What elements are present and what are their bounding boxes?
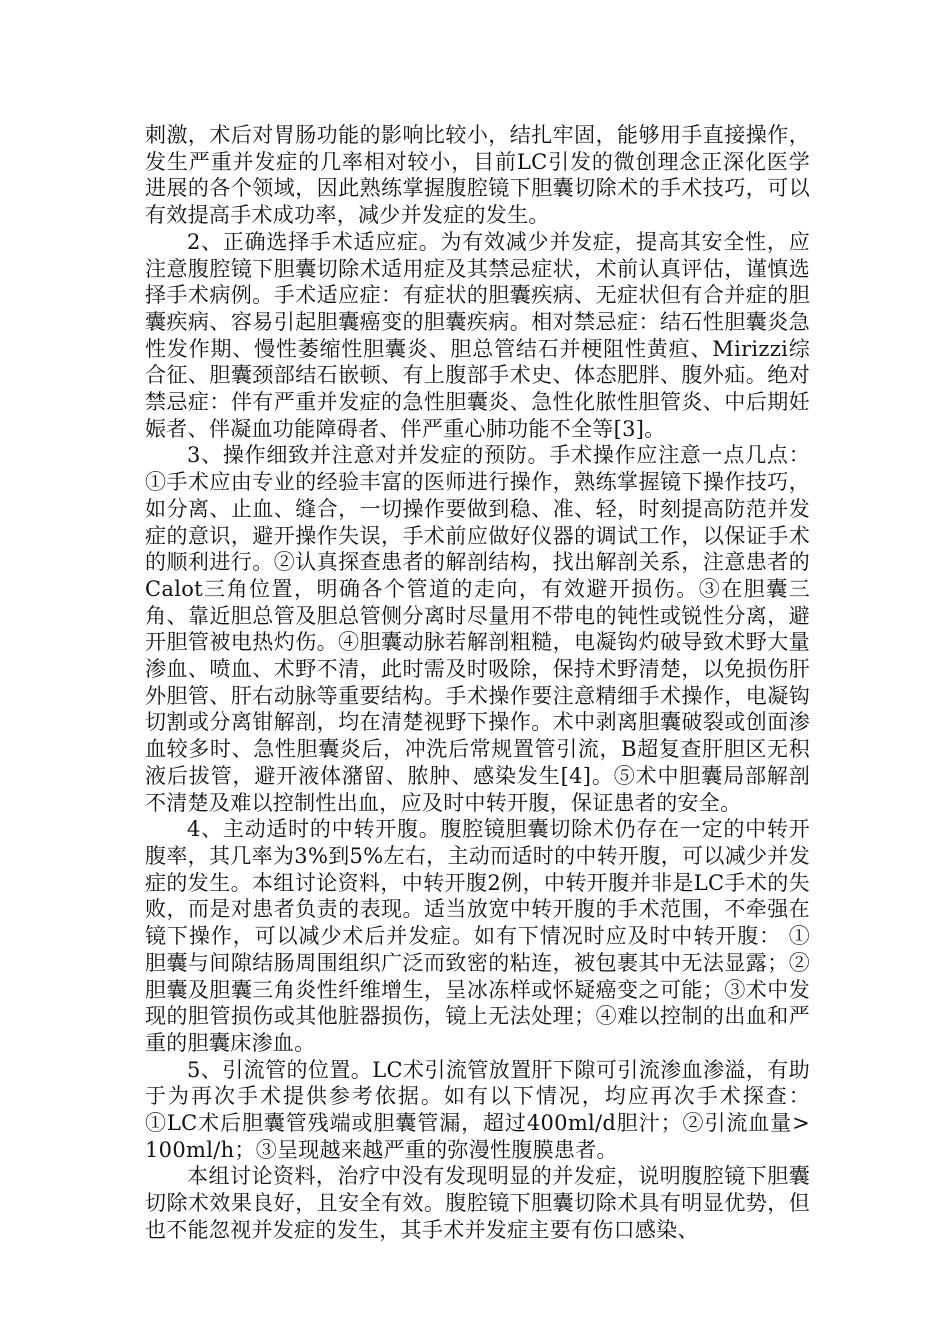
paragraph-conclusion: 本组讨论资料，治疗中没有发现明显的并发症，说明腹腔镜下胆囊切除术效果良好，且安全有效。腹腔镜下胆囊切除术具有明显优势，但也不能忽视并发症的发生，其手术并发症主要有伤口感染、	[145, 1164, 810, 1242]
paragraph-indication-selection: 2、正确选择手术适应症。为有效减少并发症，提高其安全性，应注意腹腔镜下胆囊切除术适用症及其禁忌症状，术前认真评估，谨慎选择手术病例。手术适应症：有症状的胆囊疾病、无症状但有合并症的胆囊疾病、容易引起胆囊癌变的胆囊疾病。相对禁忌症：结石性胆囊炎急性发作期、慢性萎缩性胆囊炎、胆总管结石并梗阻性黄疸、Mirizzi综合征、胆囊颈部结石嵌顿、有上腹部手术史、体态肥胖、腹外疝。绝对禁忌症：伴有严重并发症的急性胆囊炎、急性化脓性胆管炎、中后期妊娠者、伴凝血功能障碍者、伴严重心肺功能不全等[3]。	[145, 229, 810, 441]
paragraph-drainage-tube: 5、引流管的位置。LC术引流管放置肝下隙可引流渗血渗溢，有助于为再次手术提供参考依据。如有以下情况，均应再次手术探查：①LC术后胆囊管残端或胆囊管漏，超过400ml/d胆汁；②引流血量> 100ml/h；③呈现越来越严重的弥漫性腹膜患者。	[145, 1057, 810, 1162]
paragraph-continuation: 刺激，术后对胃肠功能的影响比较小，结扎牢固，能够用手直接操作，发生严重并发症的几率相对较小，目前LC引发的微创理念正深化医学进展的各个领域，因此熟练掌握腹腔镜下胆囊切除术的手术技巧，可以有效提高手术成功率，减少并发症的发生。	[145, 123, 810, 228]
document-body	[145, 122, 810, 1244]
paragraph-careful-operation: 3、操作细致并注意对并发症的预防。手术操作应注意一点几点：①手术应由专业的经验丰富的医师进行操作，熟练掌握镜下操作技巧，如分离、止血、缝合，一切操作要做到稳、准、轻，时刻提高防范并发症的意识，避开操作失误，手术前应做好仪器的调试工作，以保证手术的顺利进行。②认真探查患者的解剖结构，找出解剖关系，注意患者的Calot三角位置，明确各个管道的走向，有效避开损伤。③在胆囊三角、靠近胆总管及胆总管侧分离时尽量用不带电的钝性或锐性分离，避开胆管被电热灼伤。④胆囊动脉若解剖粗糙，电凝钩灼破导致术野大量渗血、喷血、术野不清，此时需及时吸除，保持术野清楚，以免损伤肝外胆管、肝右动脉等重要结构。手术操作要注意精细手术操作，电凝钩切割或分离钳解剖，均在清楚视野下操作。术中剥离胆囊破裂或创面渗血较多时、急性胆囊炎后，冲洗后常规置管引流，B超复查肝胆区无积液后拔管，避开液体潴留、脓肿、感染发生[4]。⑤术中胆囊局部解剖不清楚及难以控制性出血，应及时中转开腹，保证患者的安全。	[145, 443, 810, 815]
paragraph-conversion-to-open: 4、主动适时的中转开腹。腹腔镜胆囊切除术仍存在一定的中转开腹率，其几率为3%到5%左右，主动而适时的中转开腹，可以减少并发症的发生。本组讨论资料，中转开腹2例，中转开腹并非是LC手术的失败，而是对患者负责的表现。适当放宽中转开腹的手术范围，不牵强在镜下操作，可以减少术后并发症。如有下情况时应及时中转开腹： ①胆囊与间隙结肠周围组织广泛而致密的粘连，被包裹其中无法显露；②胆囊及胆囊三角炎性纤维增生，呈冰冻样或怀疑癌变之可能；③术中发现的胆管损伤或其他脏器损伤，镜上无法处理；④难以控制的出血和严重的胆囊床渗血。	[145, 817, 810, 1055]
